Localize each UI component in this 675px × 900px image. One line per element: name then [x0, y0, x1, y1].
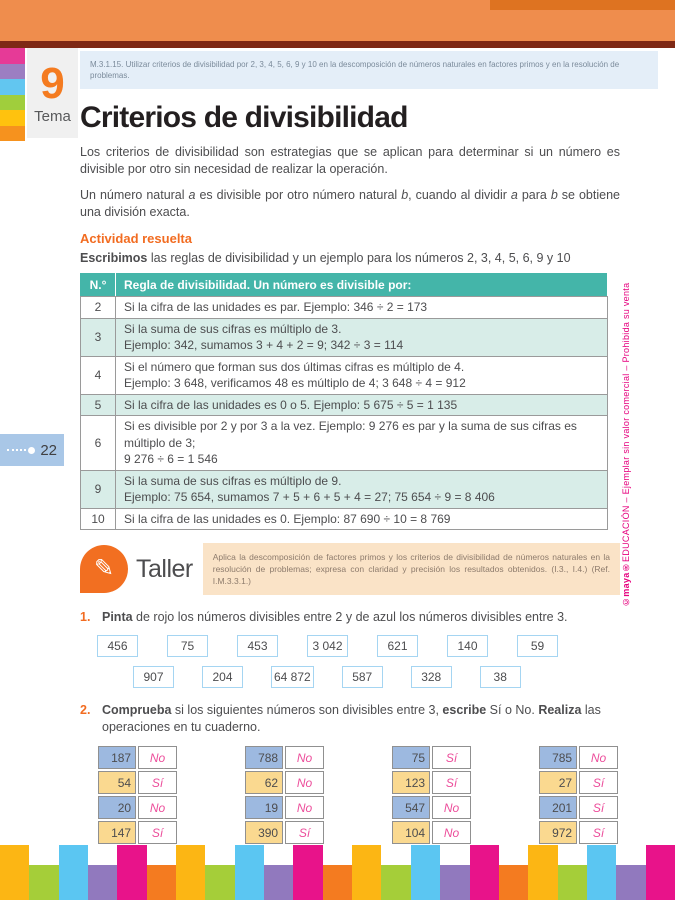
- footer-color-bar: [176, 845, 205, 900]
- intro-paragraph-1: Los criterios de divisibilidad son estrategias que se aplican para determinar si un número es divisible por otro sin necesidad de realizar la operación.: [80, 145, 620, 176]
- table-row: 104 No: [392, 821, 471, 844]
- taller-description: Aplica la descomposición de factores primos y los criterios de divisibilidad de números naturales en la resolución de problemas; expresa con claridad y precisión los resultados obtenidos. (I.3., I.4.) (Ref. I.M.3.3.1.): [203, 543, 620, 595]
- answer-cell[interactable]: No: [432, 796, 471, 819]
- footer-color-bar: [352, 845, 381, 900]
- table-row: 54 Sí: [98, 771, 177, 794]
- answer-cell[interactable]: No: [285, 771, 324, 794]
- footer-color-bar: [587, 845, 616, 900]
- edition-watermark: [621, 215, 631, 675]
- table-row: 9 Si la suma de sus cifras es múltiplo de 9. Ejemplo: 75 654, sumamos 7 + 5 + 6 + 5 + 4 = 27; 75 654 ÷ 9 = 8 406: [81, 470, 608, 508]
- table-row: 27 Sí: [539, 771, 618, 794]
- answer-cell[interactable]: Sí: [285, 821, 324, 844]
- page-number: 22: [40, 441, 57, 459]
- check-tables-row: [96, 744, 620, 846]
- footer-color-bar: [117, 845, 146, 900]
- table-row: 972 Sí: [539, 821, 618, 844]
- table-row: 201 Sí: [539, 796, 618, 819]
- table-row: 20 No: [98, 796, 177, 819]
- footer-color-bar: [616, 865, 645, 900]
- column-header-n: N.°: [81, 274, 116, 297]
- main-content: [80, 51, 620, 846]
- table-row: 10 Si la cifra de las unidades es 0. Ejemplo: 87 690 ÷ 10 = 8 769: [81, 508, 608, 530]
- dotted-leader: [7, 449, 26, 451]
- paint-number-box[interactable]: 204: [202, 666, 243, 688]
- footer-color-bar: [499, 865, 528, 900]
- table-row: 2 Si la cifra de las unidades es par. Ejemplo: 346 ÷ 2 = 173: [81, 297, 608, 319]
- answer-cell[interactable]: No: [138, 746, 177, 769]
- table-row: 547 No: [392, 796, 471, 819]
- answer-cell[interactable]: No: [285, 796, 324, 819]
- theme-color-square: [0, 64, 25, 80]
- theme-color-square: [0, 95, 25, 111]
- table-row: 390 Sí: [245, 821, 324, 844]
- paint-number-box[interactable]: 453: [237, 635, 278, 657]
- answer-cell[interactable]: No: [432, 821, 471, 844]
- footer-color-bar: [0, 845, 29, 900]
- table-row: 5 Si la cifra de las unidades es 0 o 5. Ejemplo: 5 675 ÷ 5 = 1 135: [81, 394, 608, 416]
- answer-cell[interactable]: Sí: [579, 821, 618, 844]
- paint-number-box[interactable]: 907: [133, 666, 174, 688]
- divisibility-rules-table: [80, 273, 608, 530]
- activity-lead: Escribimos las reglas de divisibilidad y un ejemplo para los números 2, 3, 4, 5, 6, 9 y 10: [80, 251, 571, 265]
- table-row: 187 No: [98, 746, 177, 769]
- footer-color-bar: [264, 865, 293, 900]
- footer-color-bar: [381, 865, 410, 900]
- footer-color-bar: [558, 865, 587, 900]
- answer-cell[interactable]: Sí: [432, 771, 471, 794]
- footer-color-bar: [528, 845, 557, 900]
- paint-number-box[interactable]: 621: [377, 635, 418, 657]
- check-table-1: [96, 744, 179, 846]
- taller-section: [80, 543, 620, 595]
- theme-number: 9: [40, 58, 65, 108]
- footer-color-bar: [323, 865, 352, 900]
- theme-color-square: [0, 110, 25, 126]
- paint-number-box[interactable]: 64 872: [271, 666, 314, 688]
- theme-label: Tema: [34, 107, 71, 125]
- table-row: 3 Si la suma de sus cifras es múltiplo de 3. Ejemplo: 342, sumamos 3 + 4 + 2 = 9; 342 ÷ 3 = 114: [81, 318, 608, 356]
- footer-color-bar: [29, 865, 58, 900]
- curriculum-standard: M.3.1.15. Utilizar criterios de divisibilidad por 2, 3, 4, 5, 6, 9 y 10 en la descomposición de números naturales en factores primos y en la resolución de problemas.: [80, 51, 658, 89]
- answer-cell[interactable]: Sí: [138, 821, 177, 844]
- publisher-brand: ©maya®: [621, 562, 631, 608]
- footer-color-bar: [235, 845, 264, 900]
- table-row: 788 No: [245, 746, 324, 769]
- activity-heading: Actividad resuelta: [80, 231, 192, 246]
- paint-number-row-1: [97, 635, 620, 657]
- table-header-row: [81, 274, 608, 297]
- table-row: 19 No: [245, 796, 324, 819]
- footer-color-bar: [59, 845, 88, 900]
- paint-number-box[interactable]: 38: [480, 666, 521, 688]
- watermark-text: EDUCACIÓN – Ejemplar sin valor comercial – Prohibida su venta: [621, 282, 631, 563]
- paint-number-box[interactable]: 328: [411, 666, 452, 688]
- exercise-1-statement: [80, 609, 620, 626]
- header-band-accent: [490, 0, 675, 10]
- answer-cell[interactable]: No: [138, 796, 177, 819]
- footer-color-bar: [88, 865, 117, 900]
- theme-color-square: [0, 79, 25, 95]
- check-table-4: [537, 744, 620, 846]
- table-row: 147 Sí: [98, 821, 177, 844]
- answer-cell[interactable]: Sí: [579, 796, 618, 819]
- paint-number-box[interactable]: 140: [447, 635, 488, 657]
- theme-tab: [27, 48, 78, 138]
- pencil-icon: ✎: [80, 545, 128, 593]
- table-row: 62 No: [245, 771, 324, 794]
- footer-color-bar: [440, 865, 469, 900]
- paint-number-box[interactable]: 456: [97, 635, 138, 657]
- page-title: Criterios de divisibilidad: [80, 101, 408, 134]
- table-row: 785 No: [539, 746, 618, 769]
- paint-number-row-2: [133, 666, 620, 688]
- dot-icon: [28, 447, 35, 454]
- header-rule: [0, 41, 675, 48]
- page-number-badge: [0, 434, 64, 466]
- intro-paragraph-2: Un número natural a es divisible por otro número natural b, cuando al dividir a para b se obtiene una división exacta.: [80, 188, 620, 219]
- exercise-number: 2.: [80, 703, 91, 717]
- footer-color-bar: [646, 845, 675, 900]
- answer-cell[interactable]: No: [579, 746, 618, 769]
- exercise-2-statement: [80, 702, 620, 736]
- answer-cell[interactable]: Sí: [138, 771, 177, 794]
- exercise-text: Comprueba si los siguientes números son divisibles entre 3, escribe Sí o No. Realiza las operaciones en tu cuaderno.: [102, 703, 601, 734]
- footer-color-bar: [147, 865, 176, 900]
- footer-color-band: [0, 845, 675, 900]
- footer-color-bar: [411, 845, 440, 900]
- table-row: 123 Sí: [392, 771, 471, 794]
- table-row: 4 Si el número que forman sus dos últimas cifras es múltiplo de 4. Ejemplo: 3 648, verificamos 48 es múltiplo de 4; 3 648 ÷ 4 = 912: [81, 356, 608, 394]
- footer-color-bar: [470, 845, 499, 900]
- answer-cell[interactable]: No: [285, 746, 324, 769]
- paint-number-box[interactable]: 75: [167, 635, 208, 657]
- check-table-2: [243, 744, 326, 846]
- theme-color-square: [0, 48, 25, 64]
- taller-label: Taller: [136, 554, 193, 583]
- exercise-text: Pinta de rojo los números divisibles entre 2 y de azul los números divisibles entre 3.: [102, 610, 568, 624]
- footer-color-bar: [205, 865, 234, 900]
- answer-cell[interactable]: Sí: [432, 746, 471, 769]
- theme-color-square: [0, 126, 25, 142]
- paint-number-box[interactable]: 3 042: [307, 635, 348, 657]
- footer-color-bar: [293, 845, 322, 900]
- table-row: 75 Sí: [392, 746, 471, 769]
- paint-number-box[interactable]: 587: [342, 666, 383, 688]
- table-row: 6 Si es divisible por 2 y por 3 a la vez. Ejemplo: 9 276 es par y la suma de sus cifras es múltiplo de 3; 9 276 ÷ 6 = 1 546: [81, 416, 608, 471]
- exercise-number: 1.: [80, 610, 91, 624]
- check-table-3: [390, 744, 473, 846]
- paint-number-box[interactable]: 59: [517, 635, 558, 657]
- theme-color-stack: [0, 48, 25, 141]
- column-header-rule: Regla de divisibilidad. Un número es divisible por:: [116, 274, 608, 297]
- answer-cell[interactable]: Sí: [579, 771, 618, 794]
